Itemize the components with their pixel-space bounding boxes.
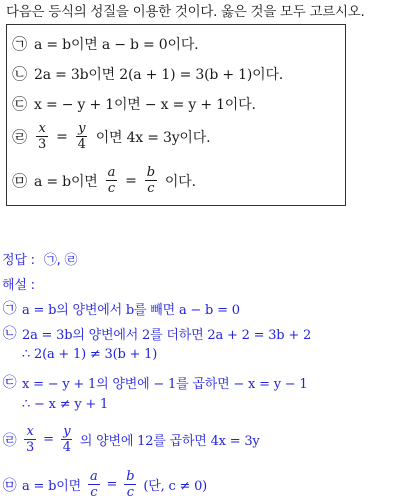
line-marker: ㉡ [2, 326, 17, 342]
explanation-line-2 [2, 323, 311, 343]
line-marker: ㉣ [2, 432, 17, 449]
equals-sign: = [106, 477, 118, 492]
line-text: 의 양변에 12를 곱하면 4x = 3y [79, 434, 260, 449]
fraction [24, 424, 36, 455]
line-marker: ㉤ [2, 477, 17, 494]
line-text: 2a = 3b의 양변에서 2를 더하면 2a + 2 = 3b + 2 [22, 327, 312, 343]
option-marker: ㉠ [12, 35, 27, 53]
fraction-denominator: 3 [38, 137, 47, 152]
fraction-numerator: y [78, 121, 86, 136]
option-5 [11, 165, 196, 196]
explanation-line-1 [2, 298, 240, 318]
option-text: a = b이면 a − b = 0이다. [34, 36, 199, 53]
fraction-numerator: a [107, 165, 116, 180]
line-text: a = b이면 [22, 479, 81, 494]
fraction-numerator: b [126, 469, 135, 484]
fraction-denominator: c [126, 485, 134, 500]
fraction-numerator: a [89, 469, 98, 484]
answer-line [2, 249, 77, 268]
fraction [61, 424, 73, 455]
option-marker: ㉤ [12, 172, 27, 190]
fraction [76, 121, 88, 152]
option-marker: ㉢ [12, 95, 27, 113]
equals-sign: = [125, 172, 137, 189]
answer-value: ㉠, ㉣ [43, 253, 78, 268]
fraction [88, 469, 100, 500]
option-marker: ㉣ [12, 128, 27, 146]
equals-sign: = [56, 128, 68, 145]
explanation-line-5 [22, 397, 108, 412]
explanation-line-7 [2, 469, 207, 500]
equals-sign: = [43, 432, 54, 447]
line-text: ∴ 2(a + 1) ≠ 3(b + 1) [22, 347, 158, 362]
option-4 [11, 121, 210, 152]
explanation-line-3 [22, 347, 157, 362]
line-text: x = − y + 1의 양변에 − 1를 곱하면 − x = y − 1 [22, 376, 308, 392]
option-text: a = b이면 [34, 173, 98, 190]
fraction-denominator: c [107, 181, 115, 196]
option-marker: ㉡ [12, 65, 27, 83]
options-box [6, 24, 346, 206]
option-text: 2a = 3b이면 2(a + 1) = 3(b + 1)이다. [34, 66, 284, 83]
fraction-numerator: y [63, 424, 71, 439]
fraction-numerator: x [26, 424, 34, 439]
explanation-line-4 [2, 372, 307, 392]
fraction-denominator: c [147, 181, 155, 196]
line-text: (단, c ≠ 0) [143, 479, 208, 494]
option-2 [11, 63, 283, 84]
option-3 [11, 93, 256, 114]
answer-label: 정답 : [2, 253, 35, 268]
fraction-denominator: 4 [77, 137, 86, 152]
option-text: 이다. [164, 173, 196, 190]
fraction [106, 165, 118, 196]
explanation-label-text: 해설 : [2, 278, 35, 293]
fraction-denominator: c [90, 485, 98, 500]
explanation-line-6 [2, 424, 260, 455]
line-marker: ㉢ [2, 375, 17, 391]
explanation-label [2, 274, 35, 293]
fraction-denominator: 3 [26, 440, 35, 455]
option-text: 이면 4x = 3y이다. [95, 129, 211, 146]
fraction-numerator: x [38, 121, 46, 136]
line-marker: ㉠ [2, 301, 17, 317]
line-text: ∴ − x ≠ y + 1 [22, 397, 109, 412]
fraction-denominator: 4 [62, 440, 71, 455]
line-text: a = b의 양변에서 b를 빼면 a − b = 0 [22, 302, 240, 318]
question-text: 다음은 등식의 성질을 이용한 것이다. 옳은 것을 모두 고르시오. [6, 4, 365, 20]
fraction [145, 165, 157, 196]
fraction-numerator: b [146, 165, 155, 180]
fraction [124, 469, 136, 500]
fraction [36, 121, 48, 152]
option-text: x = − y + 1이면 − x = y + 1이다. [34, 96, 256, 113]
option-1 [11, 33, 198, 54]
